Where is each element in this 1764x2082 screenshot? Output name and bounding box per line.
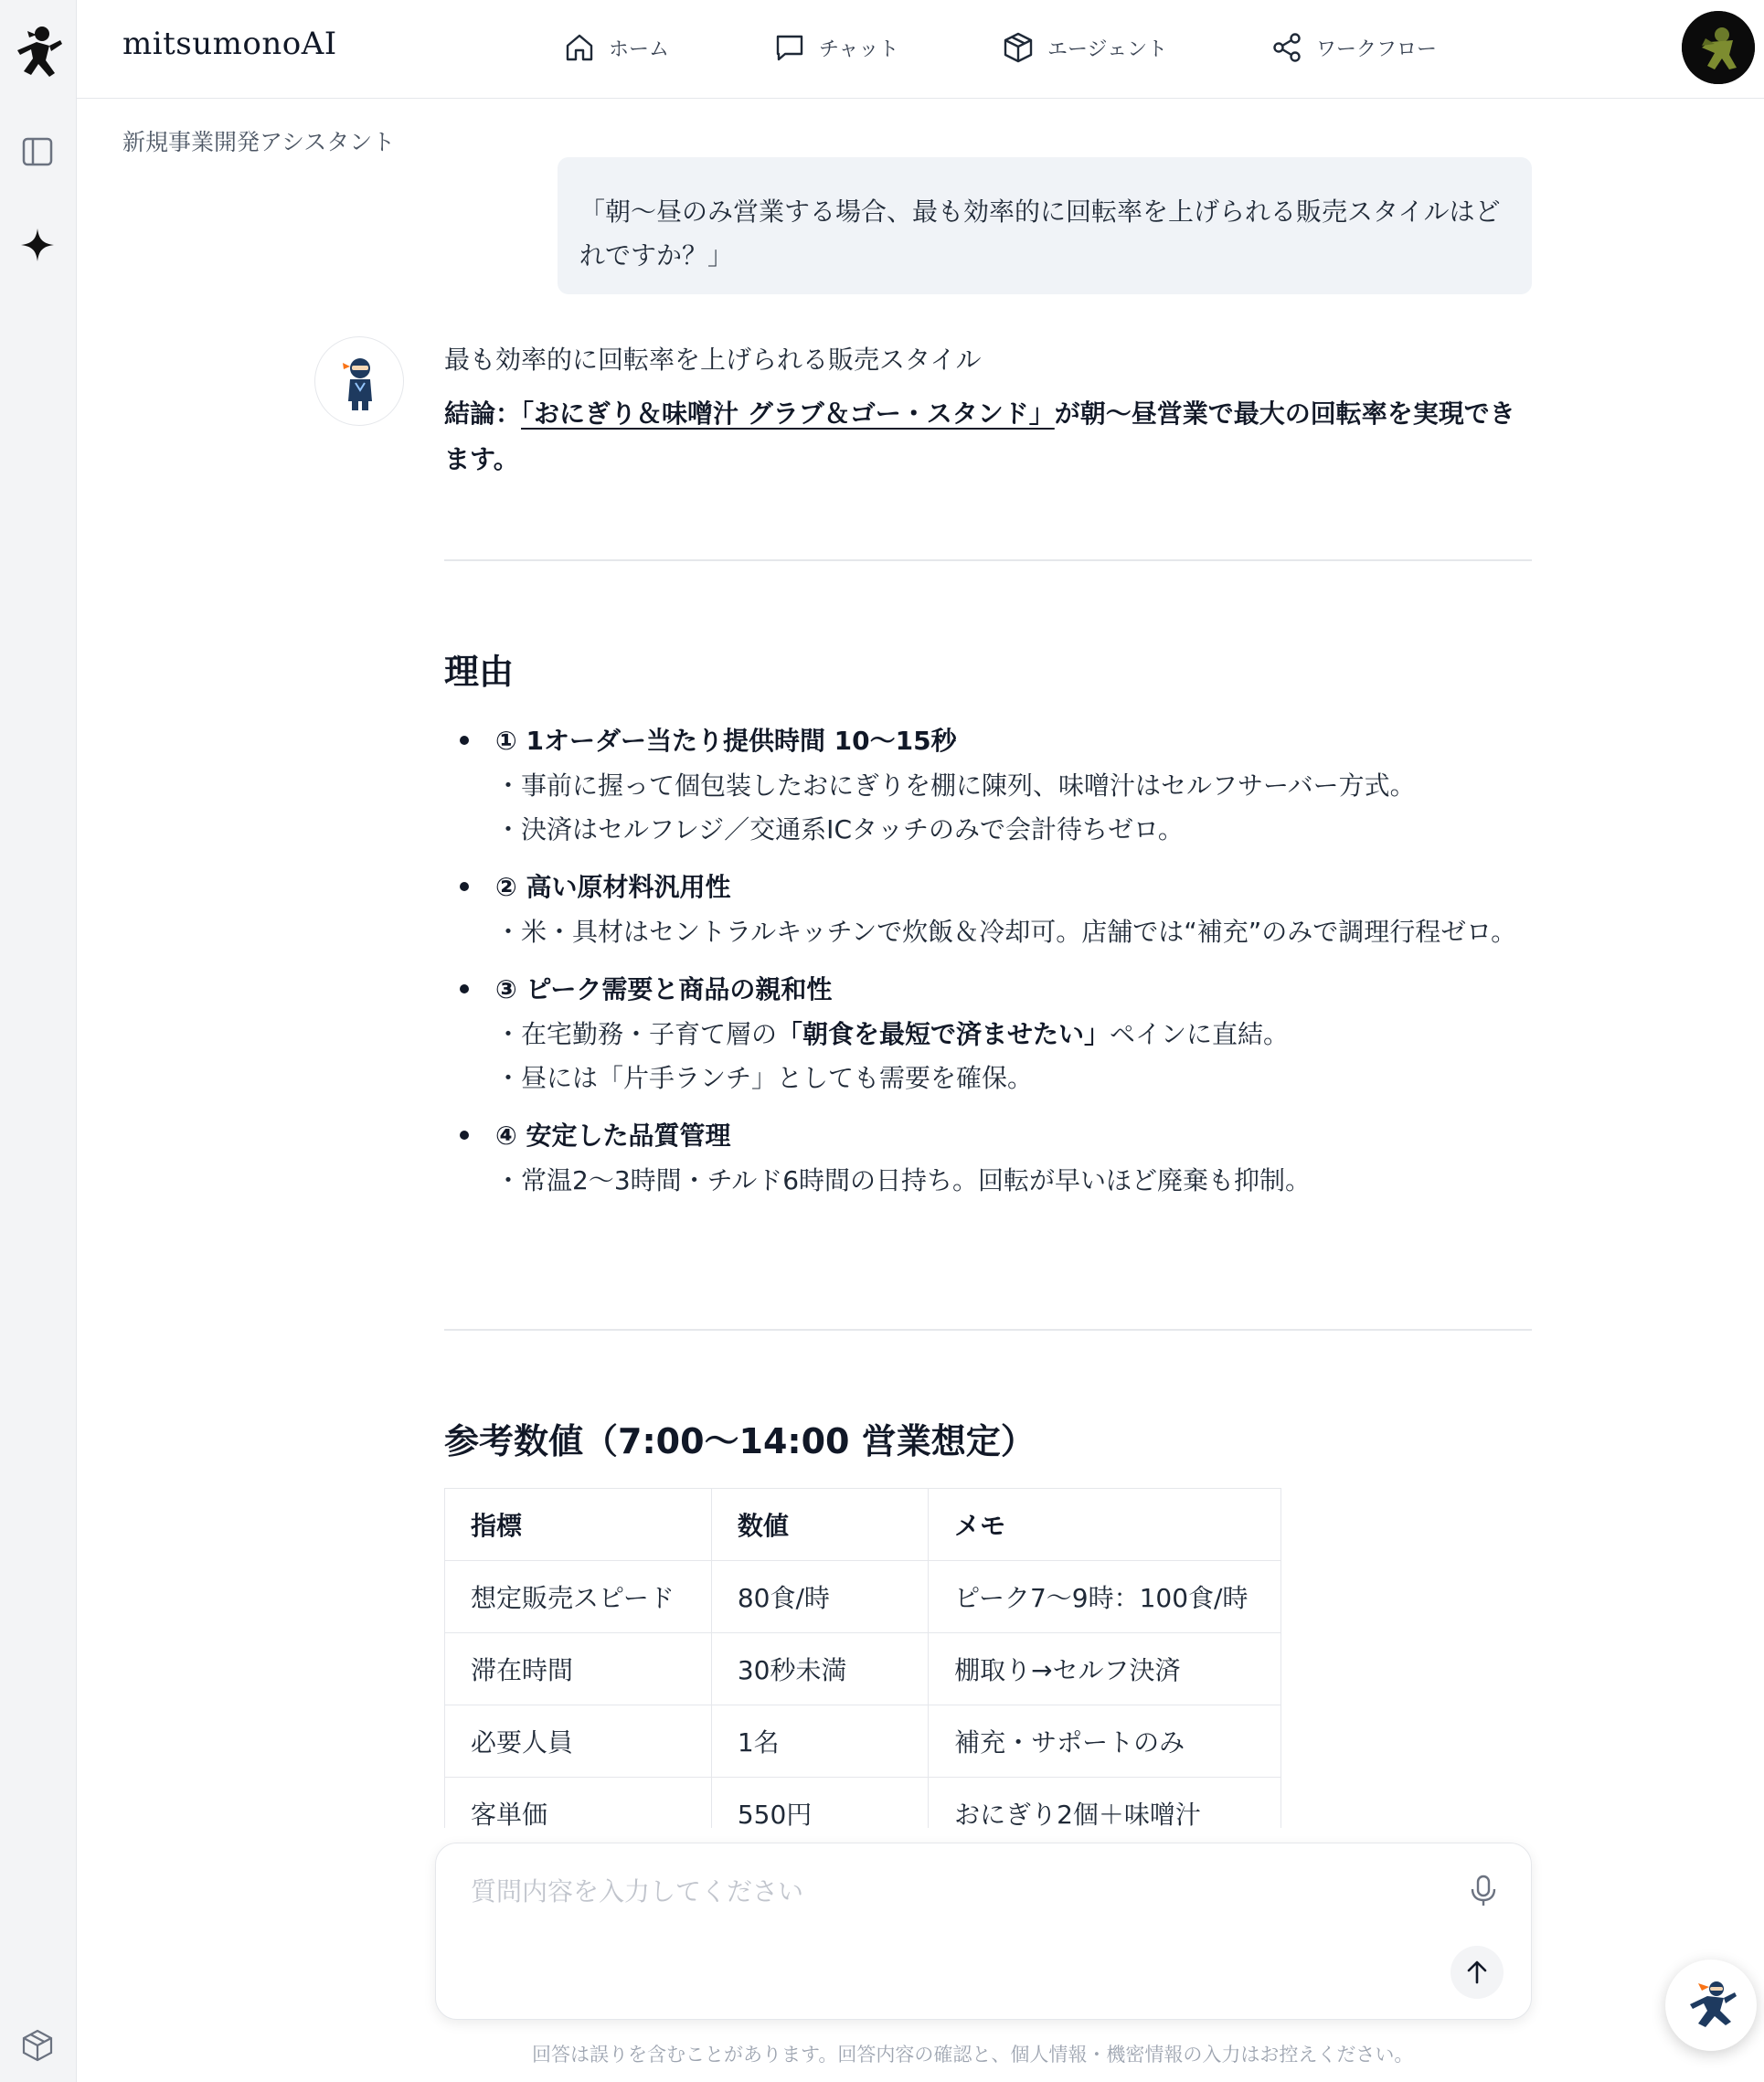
chat-bubble-icon	[773, 31, 806, 64]
answer-lead: 最も効率的に回転率を上げられる販売スタイル	[444, 345, 982, 375]
table-cell: ピーク7〜9時：100食/時	[929, 1561, 1281, 1633]
table-header-cell: メモ	[929, 1489, 1281, 1561]
list-item	[444, 967, 1532, 1100]
reason-line: ・決済はセルフレジ／交通系ICタッチのみで会計待ちゼロ。	[495, 814, 1184, 844]
send-button[interactable]	[1451, 1946, 1504, 1999]
table-cell: 必要人員	[445, 1705, 712, 1778]
reason-line: ・昼には「片手ランチ」としても需要を確保。	[495, 1063, 1034, 1093]
table-cell: おにぎり2個＋味噌汁	[929, 1778, 1281, 1829]
reason-line: ・米・具材はセントラルキッチンで炊飯＆冷却可。店舗では“補充”のみで調理行程ゼロ。	[495, 917, 1517, 947]
conclusion-prefix: 結論：	[444, 398, 522, 429]
reason-line	[495, 1013, 1532, 1057]
nav-chat[interactable]	[773, 27, 898, 68]
question-input[interactable]	[471, 1871, 1421, 1911]
table-row	[445, 1705, 1281, 1778]
nav-workflow[interactable]	[1270, 27, 1437, 68]
table-cell: 550円	[711, 1778, 928, 1829]
reason-title: ③ ピーク需要と商品の親和性	[495, 974, 833, 1004]
nav-agent-label: エージェント	[1047, 37, 1168, 61]
reason-title: ① 1オーダー当たり提供時間 10〜15秒	[495, 726, 957, 756]
divider	[444, 559, 1532, 561]
ninja-runner-icon	[1682, 1976, 1740, 2034]
list-item	[444, 718, 1532, 852]
nav-home-label: ホーム	[609, 37, 670, 61]
box-icon	[1002, 31, 1035, 64]
reasons-list	[444, 718, 1532, 1216]
top-header	[77, 0, 1764, 99]
divider	[444, 1329, 1532, 1331]
assistant-avatar	[314, 336, 404, 426]
reason-line-suffix: ペインに直結。	[1110, 1019, 1290, 1049]
reason-line-prefix: ・在宅勤務・子育て層の	[495, 1019, 778, 1049]
nav-home[interactable]	[563, 27, 669, 68]
microphone-icon[interactable]	[1463, 1871, 1504, 1911]
reason-title: ② 高い原材料汎用性	[495, 872, 731, 902]
reasons-heading: 理由	[444, 652, 515, 692]
nav-chat-label: チャット	[819, 37, 899, 61]
reason-line: ・常温2〜3時間・チルド6時間の日持ち。回転が早いほど廃棄も抑制。	[495, 1165, 1312, 1195]
cube-icon[interactable]	[16, 2024, 59, 2067]
conclusion-suffix: が朝〜昼営業で最大の回転率を実現できます。	[444, 398, 1515, 474]
user-avatar[interactable]	[1682, 11, 1755, 84]
metrics-table	[444, 1488, 1281, 1828]
table-cell: 1名	[711, 1705, 928, 1778]
table-cell: 30秒未満	[711, 1633, 928, 1705]
list-item	[444, 865, 1532, 954]
home-icon	[563, 31, 596, 64]
share-nodes-icon	[1270, 31, 1303, 64]
arrow-up-icon	[1462, 1958, 1492, 1987]
reason-line: ・事前に握って個包装したおにぎりを棚に陳列、味噌汁はセルフサーバー方式。	[495, 770, 1416, 801]
sidebar-panel-icon[interactable]	[16, 130, 59, 174]
table-heading: 参考数値（7:00〜14:00 営業想定）	[444, 1421, 1036, 1461]
table-cell: 客単価	[445, 1778, 712, 1829]
reason-title: ④ 安定した品質管理	[495, 1121, 731, 1151]
table-cell: 滞在時間	[445, 1633, 712, 1705]
table-row	[445, 1778, 1281, 1829]
ninja-runner-icon[interactable]	[9, 22, 64, 86]
answer-conclusion	[444, 391, 1532, 483]
table-row	[445, 1633, 1281, 1705]
disclaimer-text: 回答は誤りを含むことがあります。回答内容の確認と、個人情報・機密情報の入力はお控えください。	[532, 2044, 1414, 2066]
table-header-cell: 数値	[711, 1489, 928, 1561]
sparkle-icon[interactable]	[16, 223, 59, 267]
list-item	[444, 1113, 1532, 1203]
user-message-bubble: 「朝〜昼のみ営業する場合、最も効率的に回転率を上げられる販売スタイルはどれですか？」	[558, 157, 1532, 294]
table-cell: 補充・サポートのみ	[929, 1705, 1281, 1778]
metrics-table-container	[444, 1488, 1281, 1828]
nav-agent[interactable]	[1002, 27, 1167, 68]
left-rail	[0, 0, 77, 2082]
table-row	[445, 1561, 1281, 1633]
floating-assistant-button[interactable]	[1665, 1960, 1757, 2051]
table-header-row	[445, 1489, 1281, 1561]
table-cell: 棚取り→セルフ決済	[929, 1633, 1281, 1705]
table-cell: 80食/時	[711, 1561, 928, 1633]
conclusion-highlight: 「おにぎり＆味噌汁 グラブ＆ゴー・スタンド」	[521, 398, 1055, 429]
assistant-name: 新規事業開発アシスタント	[122, 129, 396, 155]
nav-workflow-label: ワークフロー	[1316, 37, 1438, 61]
table-header-cell: 指標	[445, 1489, 712, 1561]
table-cell: 想定販売スピード	[445, 1561, 712, 1633]
brand-name[interactable]: mitsumonoAI	[122, 26, 337, 62]
message-composer	[435, 1843, 1532, 2020]
reason-line-bold: 「朝食を最短で済ませたい」	[777, 1019, 1110, 1049]
